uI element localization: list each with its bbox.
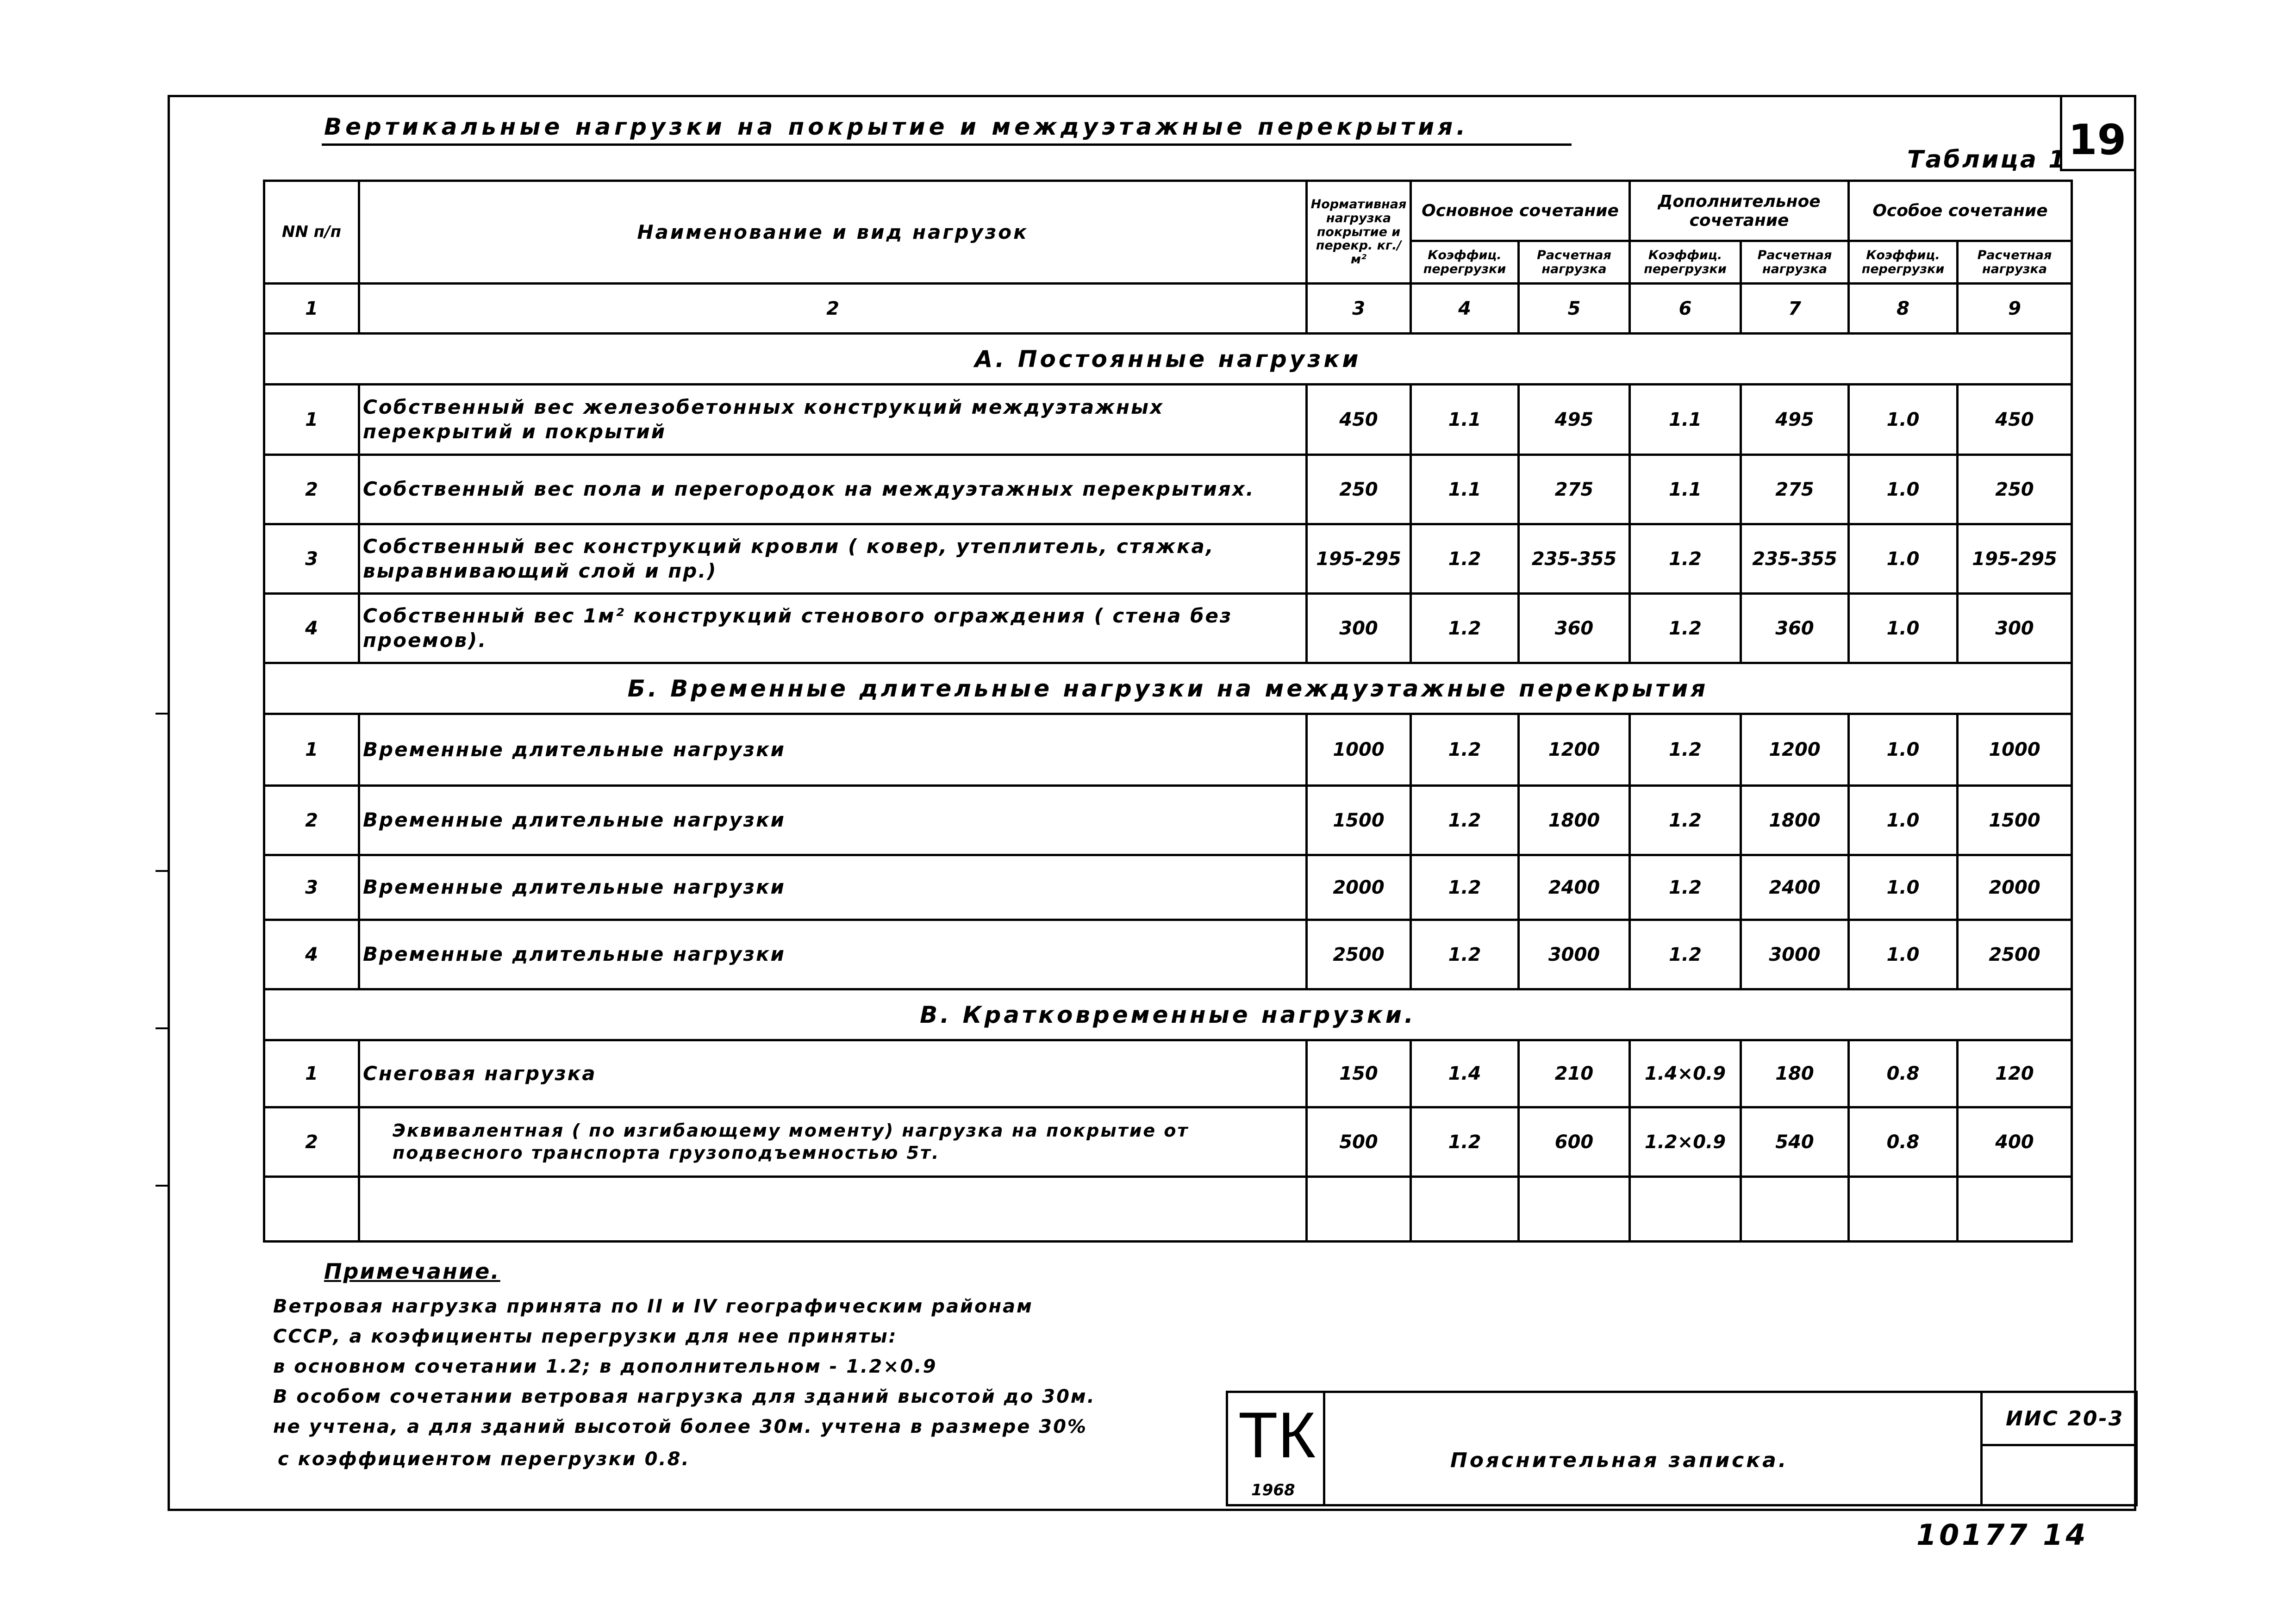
basic-calc: 600 (1519, 1107, 1630, 1177)
basic-coef: 1.2 (1411, 920, 1519, 989)
load-name: Временные длительные нагрузки (359, 786, 1307, 855)
column-number: 2 (359, 284, 1307, 334)
note-line: СССР, а коэфициенты перегрузки для нее приняты: (273, 1326, 898, 1347)
load-name: Временные длительные нагрузки (359, 855, 1307, 920)
margin-tick (156, 1027, 168, 1029)
margin-tick (156, 713, 168, 715)
title-underline (322, 143, 1572, 146)
note-line: Ветровая нагрузка принята по II и IV географическим районам (273, 1296, 1033, 1317)
row-number: 4 (264, 594, 359, 663)
additional-coef: 1.2 (1630, 855, 1741, 920)
additional-coef: 1.2 (1630, 594, 1741, 663)
additional-calc: 3000 (1741, 920, 1849, 989)
row-number: 2 (264, 786, 359, 855)
norm-value: 500 (1307, 1107, 1411, 1177)
additional-calc: 495 (1741, 385, 1849, 455)
header-special: Особое сочетание (1849, 181, 2072, 241)
note-line: с коэффициентом перегрузки 0.8. (278, 1449, 690, 1470)
tk-logo: ТК (1238, 1399, 1316, 1471)
empty-row (264, 1177, 2072, 1242)
additional-coef: 1.2 (1630, 524, 1741, 594)
row-number: 1 (264, 385, 359, 455)
additional-coef: 1.1 (1630, 385, 1741, 455)
load-name: Эквивалентная ( по изгибающему моменту) нагрузка на покрытие от подвесного транспорта грузоподъемностью 5т. (359, 1107, 1307, 1177)
row-number: 4 (264, 920, 359, 989)
additional-coef: 1.2 (1630, 786, 1741, 855)
load-name: Временные длительные нагрузки (359, 714, 1307, 786)
special-calc: 450 (1958, 385, 2072, 455)
column-number: 4 (1411, 284, 1519, 334)
additional-coef: 1.2×0.9 (1630, 1107, 1741, 1177)
norm-value: 300 (1307, 594, 1411, 663)
additional-calc: 360 (1741, 594, 1849, 663)
document-code: ИИС 20-3 (2006, 1407, 2124, 1430)
row-number: 3 (264, 524, 359, 594)
header-name: Наименование и вид нагрузок (359, 181, 1307, 284)
special-calc: 2500 (1958, 920, 2072, 989)
header-calc: Расчетная нагрузка (1741, 241, 1849, 284)
header-coef: Коэффиц. перегрузки (1411, 241, 1519, 284)
margin-tick (156, 870, 168, 872)
column-number: 7 (1741, 284, 1849, 334)
basic-coef: 1.2 (1411, 855, 1519, 920)
special-coef: 1.0 (1849, 714, 1958, 786)
special-coef: 1.0 (1849, 786, 1958, 855)
stamp-divider (1980, 1393, 1983, 1504)
additional-calc: 1200 (1741, 714, 1849, 786)
special-calc: 300 (1958, 594, 2072, 663)
special-calc: 2000 (1958, 855, 2072, 920)
basic-calc: 495 (1519, 385, 1630, 455)
header-coef: Коэффиц. перегрузки (1630, 241, 1741, 284)
section-title-permanent: А. Постоянные нагрузки (264, 334, 2072, 385)
additional-calc: 2400 (1741, 855, 1849, 920)
special-calc: 250 (1958, 455, 2072, 524)
load-name: Собственный вес конструкций кровли ( ковер, утеплитель, стяжка, выравнивающий слой и пр.) (359, 524, 1307, 594)
additional-calc: 275 (1741, 455, 1849, 524)
special-calc: 1000 (1958, 714, 2072, 786)
norm-value: 195-295 (1307, 524, 1411, 594)
row-number: 2 (264, 1107, 359, 1177)
basic-calc: 1800 (1519, 786, 1630, 855)
column-number: 1 (264, 284, 359, 334)
special-coef: 0.8 (1849, 1107, 1958, 1177)
note-heading: Примечание. (324, 1259, 500, 1284)
special-coef: 1.0 (1849, 855, 1958, 920)
note-line: В особом сочетании ветровая нагрузка для зданий высотой до 30м. (273, 1386, 1096, 1407)
norm-value: 450 (1307, 385, 1411, 455)
norm-value: 1500 (1307, 786, 1411, 855)
special-coef: 1.0 (1849, 920, 1958, 989)
special-calc: 120 (1958, 1040, 2072, 1107)
column-number: 3 (1307, 284, 1411, 334)
row-number: 2 (264, 455, 359, 524)
header-num: NN п/п (264, 181, 359, 284)
header-norm: Нормативная нагрузка покрытие и перекр. кг./м² (1307, 181, 1411, 284)
load-name: Собственный вес пола и перегородок на междуэтажных перекрытиях. (359, 455, 1307, 524)
special-coef: 1.0 (1849, 455, 1958, 524)
column-number: 6 (1630, 284, 1741, 334)
header-basic: Основное сочетание (1411, 181, 1630, 241)
additional-coef: 1.1 (1630, 455, 1741, 524)
column-number: 5 (1519, 284, 1630, 334)
special-coef: 1.0 (1849, 524, 1958, 594)
sheet-number: 19 (2068, 116, 2127, 164)
document-title: Пояснительная записка. (1450, 1449, 1789, 1472)
column-number: 9 (1958, 284, 2072, 334)
basic-calc: 1200 (1519, 714, 1630, 786)
note-line: не учтена, а для зданий высотой более 30м. учтена в размере 30% (273, 1416, 1087, 1437)
norm-value: 1000 (1307, 714, 1411, 786)
section-title-long-term: Б. Временные длительные нагрузки на междуэтажные перекрытия (264, 663, 2072, 714)
stamp-divider (1980, 1444, 2138, 1446)
table-label: Таблица 1 (1907, 146, 2067, 174)
basic-calc: 210 (1519, 1040, 1630, 1107)
load-name: Собственный вес железобетонных конструкций междуэтажных перекрытий и покрытий (359, 385, 1307, 455)
basic-coef: 1.2 (1411, 714, 1519, 786)
note-line: в основном сочетании 1.2; в дополнительном - 1.2×0.9 (273, 1356, 937, 1377)
loads-table (263, 180, 2073, 1243)
row-number: 3 (264, 855, 359, 920)
basic-calc: 3000 (1519, 920, 1630, 989)
special-calc: 195-295 (1958, 524, 2072, 594)
row-number: 1 (264, 1040, 359, 1107)
norm-value: 250 (1307, 455, 1411, 524)
title-block (1226, 1391, 2138, 1506)
additional-coef: 1.2 (1630, 714, 1741, 786)
section-title-short-term: В. Кратковременные нагрузки. (264, 989, 2072, 1040)
header-calc: Расчетная нагрузка (1958, 241, 2072, 284)
inventory-number: 10177 14 (1916, 1518, 2089, 1552)
norm-value: 2500 (1307, 920, 1411, 989)
basic-calc: 360 (1519, 594, 1630, 663)
row-number: 1 (264, 714, 359, 786)
special-coef: 1.0 (1849, 594, 1958, 663)
margin-tick (156, 1185, 168, 1187)
load-name: Временные длительные нагрузки (359, 920, 1307, 989)
tk-logo-box (1228, 1393, 1325, 1504)
norm-value: 2000 (1307, 855, 1411, 920)
additional-coef: 1.4×0.9 (1630, 1040, 1741, 1107)
basic-calc: 275 (1519, 455, 1630, 524)
basic-coef: 1.2 (1411, 1107, 1519, 1177)
additional-calc: 235-355 (1741, 524, 1849, 594)
special-coef: 0.8 (1849, 1040, 1958, 1107)
header-coef: Коэффиц. перегрузки (1849, 241, 1958, 284)
loads-table-body (264, 334, 2072, 1242)
page-title: Вертикальные нагрузки на покрытие и междуэтажные перекрытия. (324, 113, 1469, 140)
load-name: Собственный вес 1м² конструкций стенового ограждения ( стена без проемов). (359, 594, 1307, 663)
special-coef: 1.0 (1849, 385, 1958, 455)
special-calc: 1500 (1958, 786, 2072, 855)
basic-coef: 1.2 (1411, 786, 1519, 855)
header-additional: Дополнительное сочетание (1630, 181, 1849, 241)
basic-coef: 1.1 (1411, 385, 1519, 455)
basic-coef: 1.2 (1411, 524, 1519, 594)
basic-calc: 2400 (1519, 855, 1630, 920)
tk-year: 1968 (1251, 1481, 1295, 1499)
basic-calc: 235-355 (1519, 524, 1630, 594)
basic-coef: 1.2 (1411, 594, 1519, 663)
additional-coef: 1.2 (1630, 920, 1741, 989)
additional-calc: 540 (1741, 1107, 1849, 1177)
special-calc: 400 (1958, 1107, 2072, 1177)
additional-calc: 180 (1741, 1040, 1849, 1107)
norm-value: 150 (1307, 1040, 1411, 1107)
header-calc: Расчетная нагрузка (1519, 241, 1630, 284)
additional-calc: 1800 (1741, 786, 1849, 855)
basic-coef: 1.4 (1411, 1040, 1519, 1107)
basic-coef: 1.1 (1411, 455, 1519, 524)
column-number: 8 (1849, 284, 1958, 334)
load-name: Снеговая нагрузка (359, 1040, 1307, 1107)
